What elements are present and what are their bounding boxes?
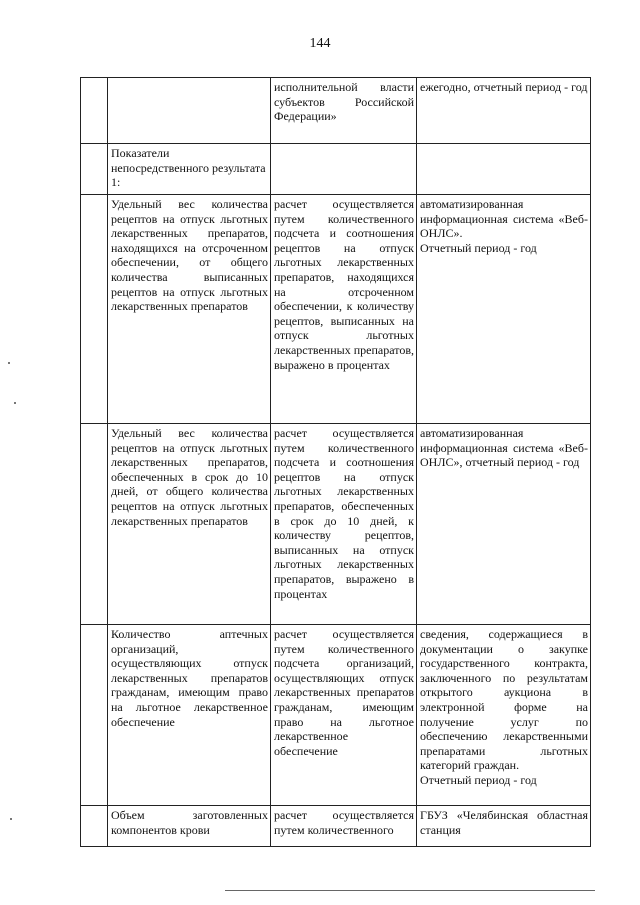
indicator-cell bbox=[108, 195, 271, 424]
table-row bbox=[81, 78, 591, 144]
method-cell bbox=[271, 78, 417, 144]
indicator-cell bbox=[108, 806, 271, 847]
row-number-cell bbox=[81, 144, 108, 195]
method-text: расчет осуществляется путем количественного подсчета и соотношения рецептов на отпуск льготных лекарственных препаратов, находящихся на отсроченном обеспечении, к количеству рецептов, выписанных на отпуск льготных лекарственных препаратов, выражено в процентах bbox=[274, 197, 414, 372]
table-row bbox=[81, 625, 591, 806]
source-cell bbox=[417, 806, 591, 847]
method-cell bbox=[271, 806, 417, 847]
indicator-cell bbox=[108, 78, 271, 144]
scan-speck bbox=[8, 362, 10, 364]
scan-speck bbox=[14, 402, 16, 404]
method-text: расчет осуществляется путем количественного подсчета организаций, осуществляющих отпуск лекарственных препаратов гражданам, имеющим право на льготное лекарственное обеспечение bbox=[274, 627, 414, 758]
method-text: расчет осуществляется путем количественного bbox=[274, 808, 414, 837]
source-text: сведения, содержащиеся в документации о закупке государственного контракта, заключенного по результатам открытого аукциона в электронной форме на получение услуг по обеспечению лекарственными препаратами льготных категорий граждан. Отчетный период - год bbox=[420, 627, 588, 787]
table-row bbox=[81, 195, 591, 424]
source-cell bbox=[417, 625, 591, 806]
indicator-cell bbox=[108, 424, 271, 625]
source-text: автоматизированная информационная система «Веб-ОНЛС». Отчетный период - год bbox=[420, 197, 588, 255]
method-cell bbox=[271, 195, 417, 424]
table-row bbox=[81, 424, 591, 625]
source-text: автоматизированная информационная система «Веб-ОНЛС», отчетный период - год bbox=[420, 426, 588, 470]
row-number-cell bbox=[81, 78, 108, 144]
table-row bbox=[81, 144, 591, 195]
source-cell bbox=[417, 144, 591, 195]
method-cell bbox=[271, 144, 417, 195]
indicator-text: Количество аптечных организаций, осуществляющих отпуск лекарственных препаратов гражданам, имеющим право на льготное лекарственное обеспечение bbox=[111, 627, 268, 729]
source-text: ежегодно, отчетный период - год bbox=[420, 80, 588, 94]
indicators-table bbox=[80, 77, 591, 847]
method-cell bbox=[271, 424, 417, 625]
page-number: 144 bbox=[309, 36, 331, 51]
indicator-text: Показатели непосредственного результата 1: bbox=[111, 146, 266, 190]
indicator-cell bbox=[108, 625, 271, 806]
source-cell bbox=[417, 78, 591, 144]
method-text: расчет осуществляется путем количественного подсчета и соотношения рецептов на отпуск льготных лекарственных препаратов, обеспеченных в срок до 10 дней, к количеству рецептов, выписанных на отпуск льготных лекарственных препаратов, выражено в процентах bbox=[274, 426, 414, 601]
method-cell bbox=[271, 625, 417, 806]
row-number-cell bbox=[81, 424, 108, 625]
source-cell bbox=[417, 424, 591, 625]
indicator-text: Объем заготовленных компонентов крови bbox=[111, 808, 268, 837]
row-number-cell bbox=[81, 806, 108, 847]
indicator-text: Удельный вес количества рецептов на отпуск льготных лекарственных препаратов, находящихся на отсроченном обеспечении, от общего количества выписанных рецептов на отпуск льготных лекарственных препаратов bbox=[111, 197, 268, 314]
row-number-cell bbox=[81, 625, 108, 806]
source-text: ГБУЗ «Челябинская областная станция bbox=[420, 808, 588, 837]
indicator-cell bbox=[108, 144, 271, 195]
scan-edge-line bbox=[225, 890, 595, 891]
method-text: исполнительной власти субъектов Российской Федерации» bbox=[274, 80, 414, 124]
row-number-cell bbox=[81, 195, 108, 424]
source-cell bbox=[417, 195, 591, 424]
scan-speck bbox=[10, 818, 12, 820]
table-row bbox=[81, 806, 591, 847]
indicator-text: Удельный вес количества рецептов на отпуск льготных лекарственных препаратов, обеспеченных в срок до 10 дней, от общего количества рецептов на отпуск льготных лекарственных препаратов bbox=[111, 426, 268, 528]
